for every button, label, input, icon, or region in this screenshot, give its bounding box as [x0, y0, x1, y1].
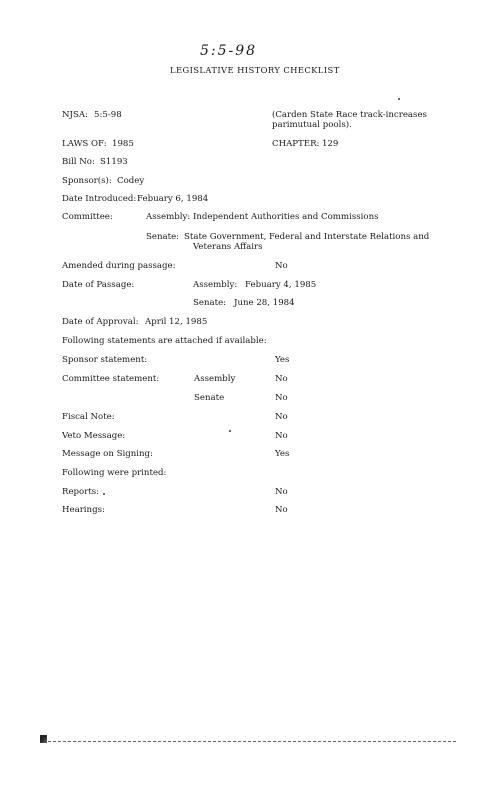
veto-message-value: No [275, 431, 288, 441]
sponsors-label: Sponsor(s): [62, 176, 112, 186]
amended-label: Amended during passage: [62, 261, 176, 271]
page-title: LEGISLATIVE HISTORY CHECKLIST [170, 65, 340, 75]
bill-no-label: Bill No: [62, 157, 95, 167]
passage-assembly-label: Assembly: [193, 280, 238, 290]
date-introduced-label: Date Introduced: [62, 194, 137, 204]
date-of-passage-label: Date of Passage: [62, 280, 135, 290]
passage-senate-label: Senate: [193, 298, 227, 308]
laws-of-value: 1985 [112, 139, 134, 149]
bill-no-value: S1193 [100, 157, 128, 167]
sponsors-value: Codey [117, 176, 145, 186]
committee-label: Committee: [62, 212, 113, 222]
njsa-label: NJSA: [62, 110, 88, 120]
message-on-signing-value: Yes [275, 449, 290, 459]
sponsor-statement-value: Yes [275, 355, 290, 365]
committee-senate-value-line-2: Veterans Affairs [193, 242, 263, 252]
committee-statement-assembly-value: No [275, 374, 288, 384]
handwritten-code: 5:5-98 [200, 43, 258, 59]
date-of-approval-value: April 12, 1985 [145, 317, 208, 327]
date-introduced-value: Febuary 6, 1984 [137, 194, 209, 204]
fiscal-note-label: Fiscal Note: [62, 412, 115, 422]
amended-value: No [275, 261, 288, 271]
hearings-value: No [275, 505, 288, 515]
description-line-1: (Carden State Race track-increases [272, 110, 427, 120]
reports-label: Reports: [62, 487, 100, 497]
committee-statement-label: Committee statement: [62, 374, 160, 384]
committee-statement-assembly-label: Assembly [194, 374, 236, 384]
passage-senate-value: June 28, 1984 [234, 298, 295, 308]
date-of-approval-label: Date of Approval: [62, 317, 139, 327]
committee-assembly-label: Assembly: [146, 212, 191, 222]
committee-assembly-value: Independent Authorities and Commissions [193, 212, 379, 222]
njsa-value: 5:5-98 [94, 110, 122, 120]
margin-mark [40, 735, 47, 743]
description-line-2: parimutual pools). [272, 120, 352, 130]
printed-heading: Following were printed: [62, 468, 167, 478]
committee-statement-senate-value: No [275, 393, 288, 403]
committee-statement-senate-label: Senate [194, 393, 225, 403]
committee-senate-value-line-1: State Government, Federal and Interstate Relations and [184, 232, 430, 242]
message-on-signing-label: Message on Signing: [62, 449, 153, 459]
statements-heading: Following statements are attached if available: [62, 336, 267, 346]
scan-speck [229, 430, 231, 432]
chapter-value: 129 [322, 139, 339, 149]
passage-assembly-value: Febuary 4, 1985 [245, 280, 317, 290]
scan-speck [103, 493, 105, 495]
committee-senate-label: Senate: [146, 232, 180, 242]
hearings-label: Hearings: [62, 505, 105, 515]
reports-value: No [275, 487, 288, 497]
laws-of-label: LAWS OF: [62, 139, 107, 149]
sponsor-statement-label: Sponsor statement: [62, 355, 148, 365]
scan-speck [398, 98, 400, 100]
veto-message-label: Veto Message: [62, 431, 126, 441]
bottom-dashed-rule [48, 741, 456, 742]
fiscal-note-value: No [275, 412, 288, 422]
chapter-label: CHAPTER: [272, 139, 320, 149]
